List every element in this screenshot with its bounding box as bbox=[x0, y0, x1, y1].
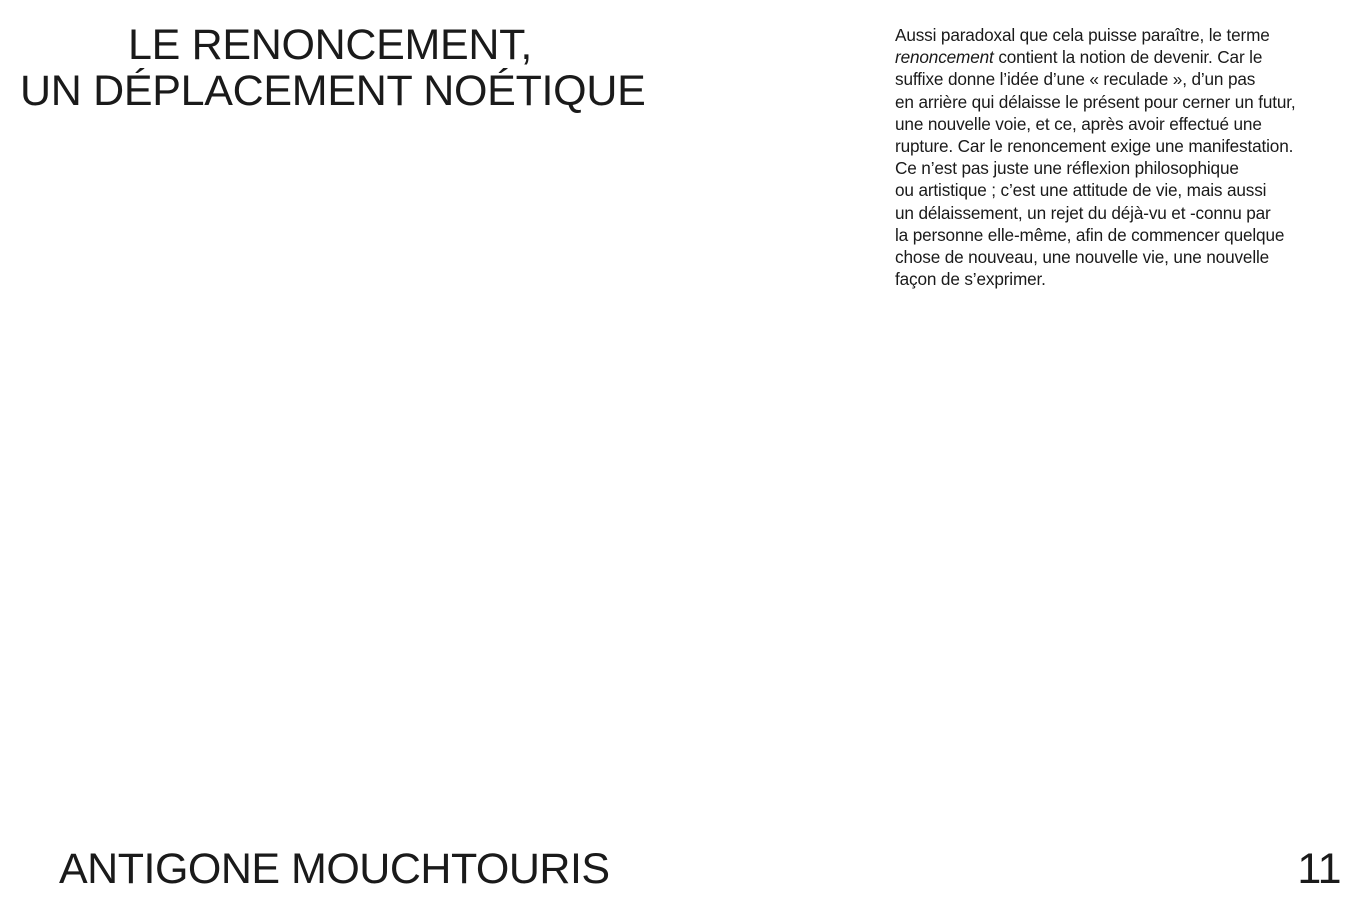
chapter-title-line-2: UN DÉPLACEMENT NOÉTIQUE bbox=[20, 67, 646, 115]
chapter-title bbox=[20, 21, 646, 115]
paragraph-line-10: la personne elle-même, afin de commencer quelque bbox=[895, 224, 1285, 245]
paragraph-line-5: une nouvelle voie, et ce, après avoir effectué une bbox=[895, 113, 1262, 134]
paragraph-line-11: chose de nouveau, une nouvelle vie, une nouvelle bbox=[895, 247, 1270, 268]
paragraph-line-12: façon de s’exprimer. bbox=[895, 269, 1046, 290]
paragraph-line-2 bbox=[895, 46, 1335, 68]
page-number: 11 bbox=[1297, 845, 1341, 893]
paragraph-line-3: suffixe donne l’idée d’une « reculade », d’un pas bbox=[895, 69, 1256, 90]
paragraph-line-1: Aussi paradoxal que cela puisse paraître, le terme bbox=[895, 25, 1270, 45]
paragraph-line-4: en arrière qui délaisse le présent pour cerner un futur, bbox=[895, 91, 1296, 112]
paragraph-line-8: ou artistique ; c’est une attitude de vie, mais aussi bbox=[895, 180, 1267, 201]
paragraph-line-9: un délaissement, un rejet du déjà-vu et -connu par bbox=[895, 202, 1271, 223]
paragraph-line-6: rupture. Car le renoncement exige une manifestation. bbox=[895, 136, 1294, 157]
paragraph-line-2-text: contient la notion de devenir. Car le bbox=[998, 47, 1263, 68]
italic-term: renoncement bbox=[895, 47, 994, 68]
paragraph-line-7: Ce n’est pas juste une réflexion philosophique bbox=[895, 158, 1239, 179]
chapter-title-line-1: LE RENONCEMENT, bbox=[127, 21, 533, 69]
author-name: ANTIGONE MOUCHTOURIS bbox=[59, 845, 610, 893]
body-paragraph bbox=[895, 24, 1335, 290]
